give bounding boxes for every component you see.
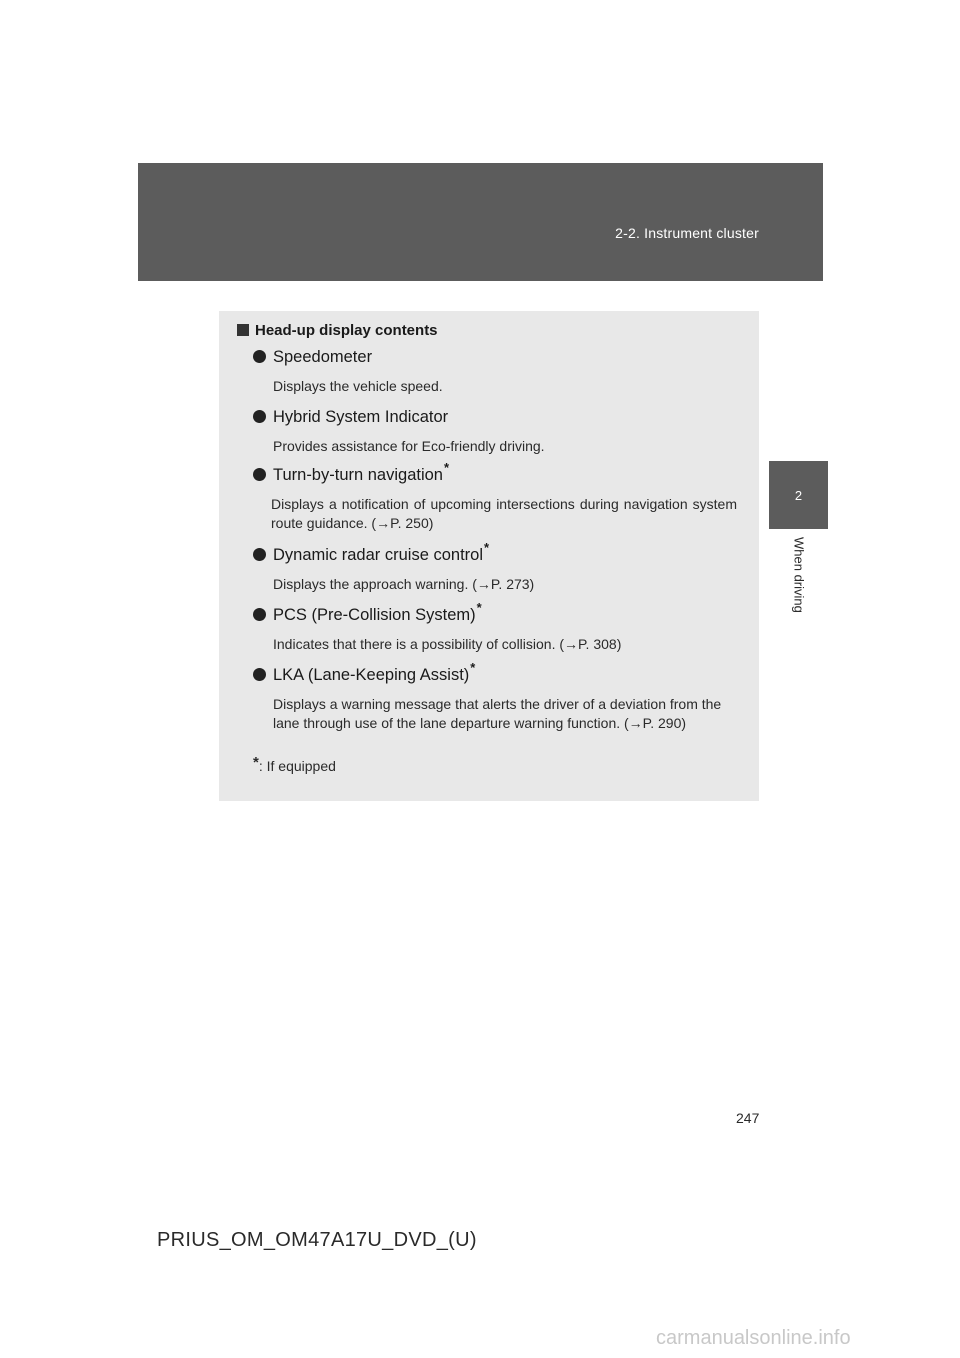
- footnote-star-icon: *: [470, 659, 476, 675]
- chapter-label-text: When driving: [791, 537, 807, 613]
- list-item-pcs: [253, 599, 737, 654]
- watermark: carmanualsonline.info: [656, 1327, 851, 1349]
- bullet-dot-icon: [253, 608, 266, 621]
- list-item-navigation: [253, 459, 737, 533]
- list-item-speedometer: [253, 346, 737, 396]
- chapter-number: 2: [794, 488, 803, 503]
- list-item-hybrid-indicator: [253, 406, 737, 456]
- header-band: [138, 163, 823, 281]
- footnote-text: : If equipped: [258, 758, 336, 774]
- section-title: 2-2. Instrument cluster: [615, 225, 759, 241]
- list-item-lka: [253, 659, 737, 733]
- bullet-dot-icon: [253, 410, 266, 423]
- info-box: [219, 311, 759, 801]
- item-title-text: Speedometer: [273, 348, 373, 366]
- page-number: 247: [736, 1110, 760, 1126]
- chapter-tab: [769, 461, 828, 529]
- item-title: [253, 459, 737, 486]
- footnote: [253, 754, 336, 775]
- item-title: [253, 659, 737, 686]
- item-title-text: PCS (Pre-Collision System): [273, 606, 476, 624]
- item-description: Provides assistance for Eco-friendly driving.: [273, 438, 545, 454]
- item-description: Displays the approach warning. (→P. 273): [273, 576, 535, 592]
- footnote-star-icon: *: [484, 539, 490, 555]
- footnote-star-icon: *: [253, 754, 259, 771]
- bullet-dot-icon: [253, 468, 266, 481]
- bullet-dot-icon: [253, 350, 266, 363]
- item-title-text: Dynamic radar cruise control: [273, 546, 483, 564]
- item-title: [253, 599, 737, 626]
- document-code: PRIUS_OM_OM47A17U_DVD_(U): [157, 1229, 477, 1251]
- bullet-dot-icon: [253, 668, 266, 681]
- item-description: Indicates that there is a possibility of collision. (→P. 308): [273, 636, 622, 652]
- chapter-label: [790, 537, 808, 633]
- square-bullet-icon: [237, 324, 249, 336]
- item-title: [253, 346, 737, 368]
- item-description: Displays the vehicle speed.: [273, 378, 443, 394]
- item-title: [253, 539, 737, 566]
- footnote-star-icon: *: [443, 459, 450, 475]
- item-title-text: LKA (Lane-Keeping Assist): [273, 666, 470, 684]
- item-title: [253, 406, 737, 428]
- section-heading: [237, 322, 438, 339]
- bullet-dot-icon: [253, 548, 266, 561]
- footnote-star-icon: *: [476, 599, 482, 615]
- list-item-cruise-control: [253, 539, 737, 594]
- item-description: Displays a notification of upcoming intersections during navigation system route guidance. (→P. 250): [271, 496, 737, 531]
- section-heading-text: Head-up display contents: [255, 322, 438, 339]
- item-title-text: Turn-by-turn navigation: [273, 466, 443, 484]
- item-description: Displays a warning message that alerts the driver of a deviation from the lane through use of the lane departure warning function. (→P. 290): [273, 696, 722, 731]
- item-title-text: Hybrid System Indicator: [273, 408, 449, 426]
